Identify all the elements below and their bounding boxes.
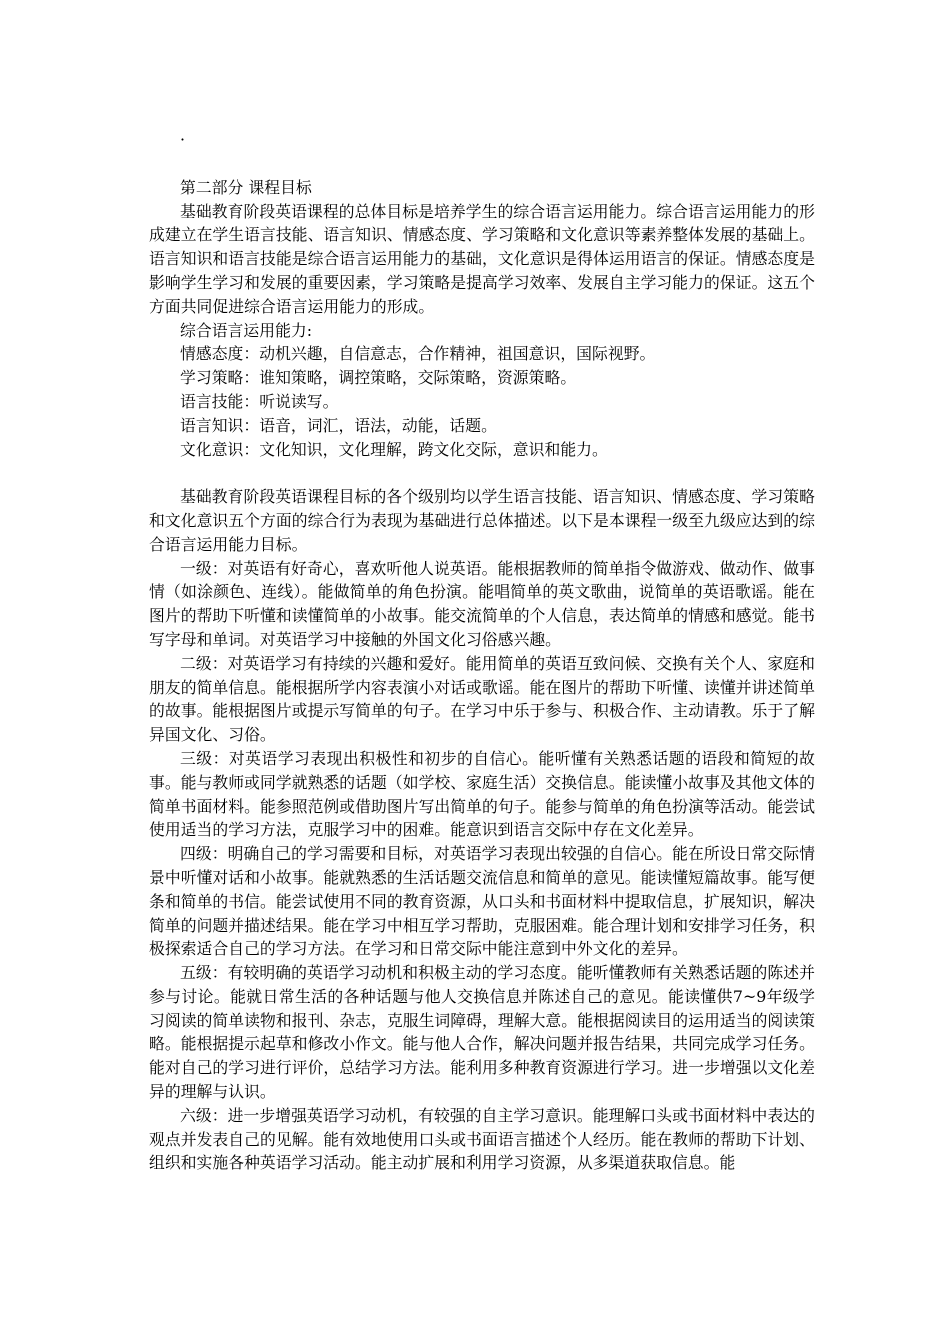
level-2-paragraph: 二级：对英语学习有持续的兴趣和爱好。能用简单的英语互致问候、交换有关个人、家庭和朋友的简单信息。能根据所学内容表演小对话或歌谣。能在图片的帮助下听懂、读懂并讲述简单的故事。能根据图片或提示写简单的句子。在学习中乐于参与、积极合作、主动请教。乐于了解异国文化、习俗。: [149, 653, 815, 745]
level-6-paragraph: 六级：进一步增强英语学习动机，有较强的自主学习意识。能理解口头或书面材料中表达的观点并发表自己的见解。能有效地使用口头或书面语言描述个人经历。能在教师的帮助下计划、组织和实施各种英语学习活动。能主动扩展和利用学习资源，从多渠道获取信息。能: [149, 1105, 815, 1173]
level-1-paragraph: 一级：对英语有好奇心，喜欢听他人说英语。能根据教师的简单指令做游戏、做动作、做事情（如涂颜色、连线）。能做简单的角色扮演。能唱简单的英文歌曲，说简单的英语歌谣。能在图片的帮助下听懂和读懂简单的小故事。能交流简单的个人信息，表达简单的情感和感觉。能书写字母和单词。对英语学习中接触的外国文化习俗感兴趣。: [149, 558, 815, 649]
component-knowledge: 语言知识：语音，词汇，语法，动能，话题。: [180, 415, 497, 435]
level-5-paragraph: 五级：有较明确的英语学习动机和积极主动的学习态度。能听懂教师有关熟悉话题的陈述并参与讨论。能就日常生活的各种话题与他人交换信息并陈述自己的意见。能读懂供7~9年级学习阅读的简单读物和报刊、杂志，克服生词障碍，理解大意。能根据阅读目的运用适当的阅读策略。能根据提示起草和修改小作文。能与他人合作，解决问题并报告结果，共同完成学习任务。能对自己的学习进行评价，总结学习方法。能利用多种教育资源进行学习。进一步增强以文化差异的理解与认识。: [149, 963, 815, 1102]
components-title: 综合语言运用能力:: [180, 320, 313, 340]
document-body: [149, 128, 815, 1175]
header-dot: ·: [180, 130, 186, 149]
component-skills: 语言技能：听说读写。: [180, 391, 339, 411]
component-affect: 情感态度：动机兴趣，自信意志，合作精神，祖国意识，国际视野。: [180, 344, 656, 364]
level-4-paragraph: 四级：明确自己的学习需要和目标，对英语学习表现出较强的自信心。能在所设日常交际情景中听懂对话和小故事。能就熟悉的生活话题交流信息和简单的意见。能读懂短篇故事。能写便条和简单的书信。能尝试使用不同的教育资源，从口头和书面材料中提取信息，扩展知识，解决简单的问题并描述结果。能在学习中相互学习帮助，克服困难。能合理计划和安排学习任务，积极探索适合自己的学习方法。在学习和日常交际中能注意到中外文化的差异。: [149, 844, 815, 959]
section-heading: 第二部分 课程目标: [180, 177, 312, 197]
blank-line: [149, 461, 815, 485]
level-3-paragraph: 三级：对英语学习表现出积极性和初步的自信心。能听懂有关熟悉话题的语段和简短的故事。能与教师或同学就熟悉的话题（如学校、家庭生活）交换信息。能读懂小故事及其他文体的简单书面材料。能参照范例或借助图片写出简单的句子。能参与简单的角色扮演等活动。能尝试使用适当的学习方法，克服学习中的困难。能意识到语言交际中存在文化差异。: [149, 748, 815, 840]
component-culture: 文化意识：文化知识，文化理解，跨文化交际，意识和能力。: [180, 439, 608, 459]
levels-intro-paragraph: 基础教育阶段英语课程目标的各个级别均以学生语言技能、语言知识、情感态度、学习策略和文化意识五个方面的综合行为表现为基础进行总体描述。以下是本课程一级至九级应达到的综合语言运用能力目标。: [149, 487, 815, 554]
intro-paragraph: 基础教育阶段英语课程的总体目标是培养学生的综合语言运用能力。综合语言运用能力的形成建立在学生语言技能、语言知识、情感态度、学习策略和文化意识等素养整体发展的基础上。语言知识和语言技能是综合语言运用能力的基础，文化意识是得体运用语言的保证。情感态度是影响学生学习和发展的重要因素，学习策略是提高学习效率、发展自主学习能力的保证。这五个方面共同促进综合语言运用能力的形成。: [149, 201, 815, 316]
component-strategy: 学习策略：谁知策略，调控策略，交际策略，资源策略。: [180, 368, 577, 388]
